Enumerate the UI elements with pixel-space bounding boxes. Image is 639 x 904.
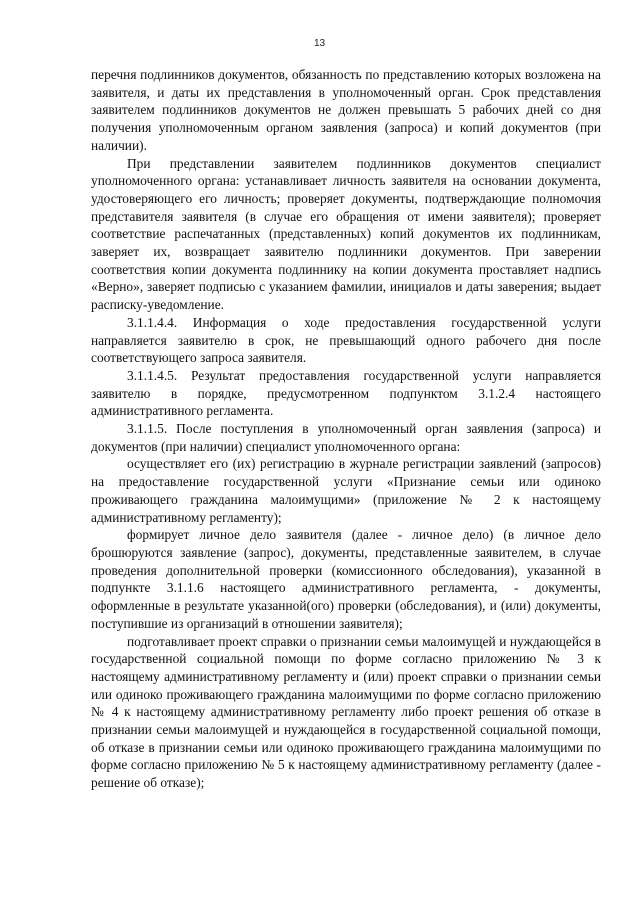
page-number: 13 — [313, 38, 326, 49]
paragraph: 3.1.1.4.4. Информация о ходе предоставления государственной услуги направляется заявителю в срок, не превышающий одного рабочего дня после соответствующего запроса заявителя. — [91, 314, 601, 366]
paragraph: 3.1.1.4.5. Результат предоставления государственной услуги направляется заявителю в порядке, предусмотренном подпунктом 3.1.2.4 настоящего административного регламента. — [91, 367, 601, 419]
paragraph: перечня подлинников документов, обязанность по представлению которых возложена на заявителя, и даты их представления в уполномоченный орган. Срок представления заявителем подлинников документов не должен превышать 5 рабочих дней со дня получения уполномоченным органом заявления (запроса) и копий документов (при наличии). — [91, 67, 601, 153]
paragraph: При представлении заявителем подлинников документов специалист уполномоченного органа: устанавливает личность заявителя на основании документа, удостоверяющего его личность; проверяет документы, подтверждающие полномочия представителя заявителя (в случае его обращения от имени заявителя); проверяет соответствие распечатанных (представленных) копий документов их подлинникам, заверяет их, возвращает заявителю подлинники документов. При заверении соответствия копии документа подлиннику на копии документа проставляет надпись «Верно», заверяет подписью с указанием фамилии, инициалов и даты заверения; выдает расписку-уведомление. — [91, 155, 601, 313]
paragraph: формирует личное дело заявителя (далее - личное дело) (в личное дело брошюруются заявление (запрос), документы, представленные заявителем, в случае проведения дополнительной проверки (комиссионного обследования), указанной в подпункте 3.1.1.6 настоящего административного регламента, - документы, оформленные в результате указанной(ого) проверки (обследования), и (или) документы, поступившие из организаций в отношении заявителя); — [91, 527, 601, 631]
paragraph: 3.1.1.5. После поступления в уполномоченный орган заявления (запроса) и документов (при наличии) специалист уполномоченного органа: — [91, 421, 601, 454]
document-body — [91, 66, 601, 792]
paragraph: подготавливает проект справки о признании семьи малоимущей и нуждающейся в государственной социальной помощи по форме согласно приложению № 3 к настоящему административному регламенту и (или) проект справки о признании семьи или одиноко проживающего гражданина малоимущими по форме согласно приложению № 4 к настоящему административному регламенту либо проект решения об отказе в признании семьи малоимущей и нуждающейся в государственной социальной помощи, об отказе в признании семьи или одиноко проживающего гражданина малоимущими по форме согласно приложению № 5 к настоящему административному регламенту (далее - решение об отказе); — [91, 633, 601, 791]
paragraph: осуществляет его (их) регистрацию в журнале регистрации заявлений (запросов) на предоставление государственной услуги «Признание семьи или одиноко проживающего гражданина малоимущими» (приложение № 2 к настоящему административному регламенту); — [91, 456, 601, 525]
